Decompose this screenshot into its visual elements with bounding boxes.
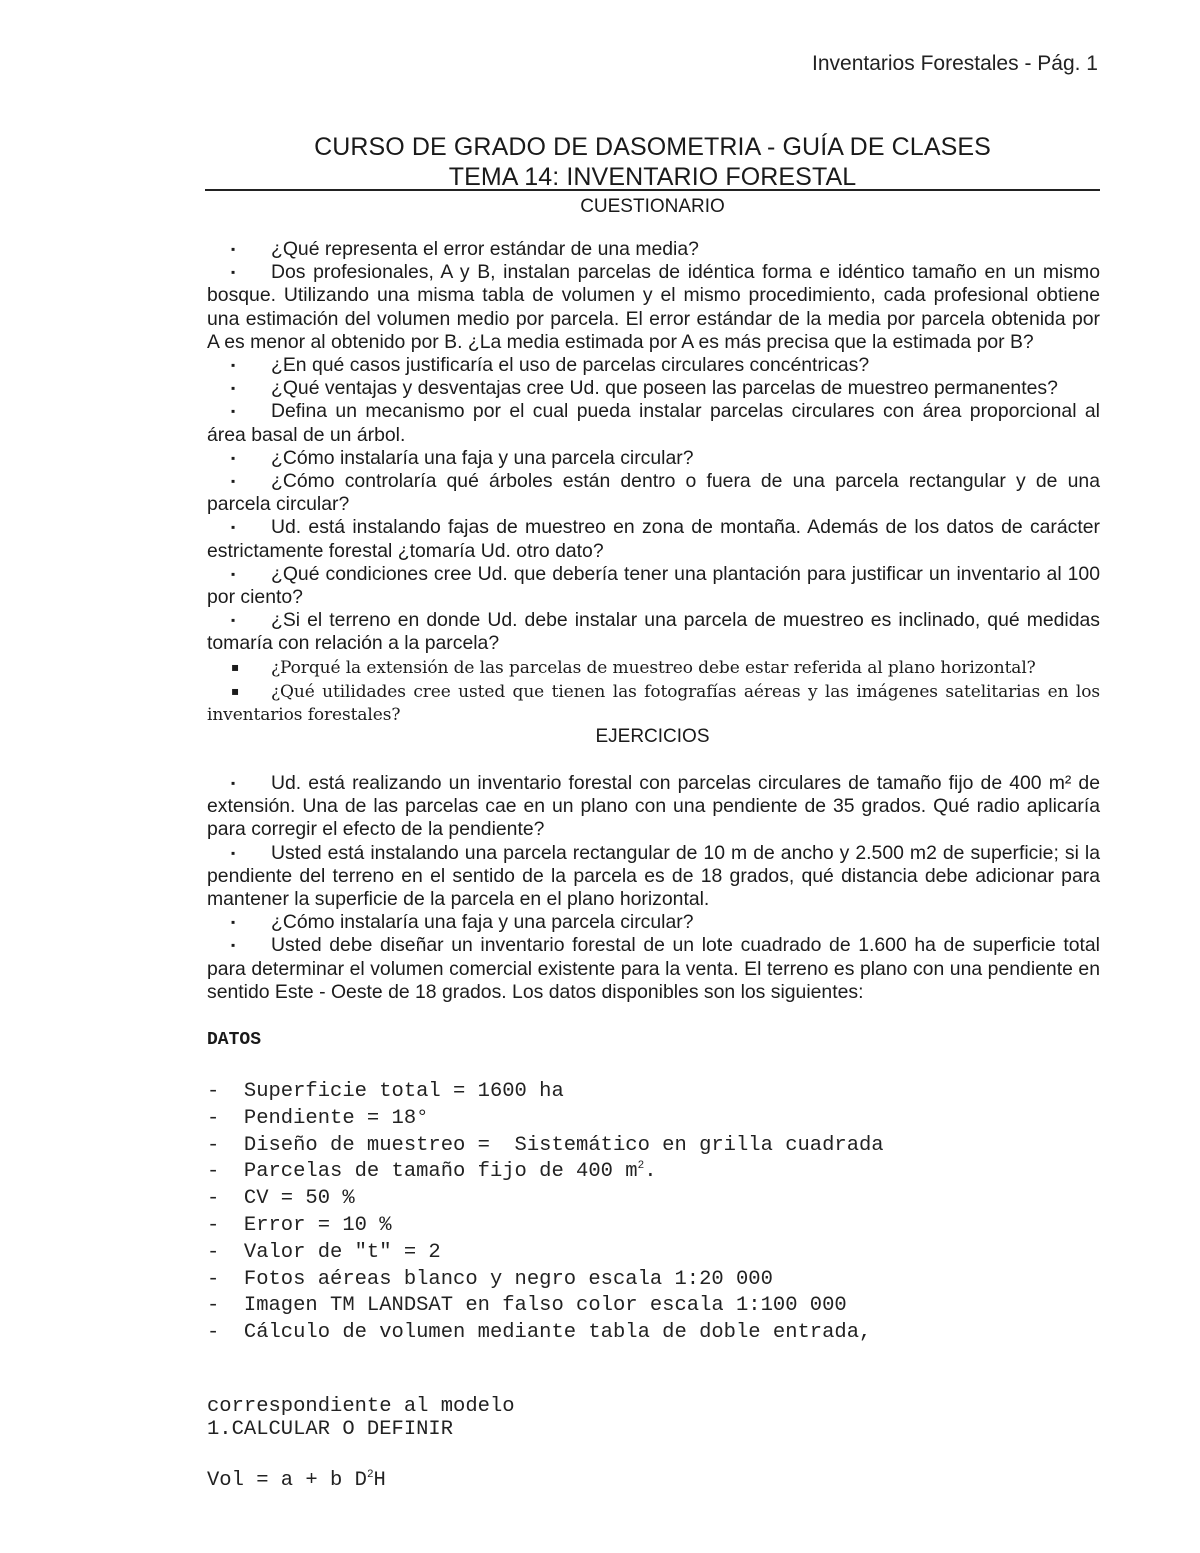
datos-heading: DATOS: [207, 1030, 262, 1050]
list-item: ▪ ¿Qué ventajas y desventajas cree Ud. que poseen las parcelas de muestreo permanentes?: [207, 377, 1100, 400]
exercise-list: [207, 772, 1100, 1004]
bullet-icon: ▪: [231, 683, 240, 698]
list-item: ▪ Ud. está instalando fajas de muestreo en zona de montaña. Además de los datos de carácter estrictamente forestal ¿tomaría Ud. otro dato?: [207, 516, 1100, 562]
bullet-icon: ▪: [231, 776, 236, 790]
superscript: 2: [366, 1468, 374, 1481]
list-item: ▪ Dos profesionales, A y B, instalan parcelas de idéntica forma e idéntico tamaño en un mismo bosque. Utilizando una misma tabla de volumen y el mismo procedimiento, cada profesional obtiene una estimación del volumen medio por parcela. El error estándar de la media por parcela obtenida por A es menor al obtenido por B. ¿La media estimada por A es más precisa que la estimada por B?: [207, 261, 1100, 353]
data-line: - Diseño de muestreo = Sistemático en grilla cuadrada: [207, 1133, 884, 1157]
data-line: - Superficie total = 1600 ha: [207, 1080, 564, 1103]
bullet-icon: ▪: [231, 938, 236, 953]
bullet-icon: ▪: [231, 915, 236, 930]
bullet-icon: ▪: [231, 566, 236, 581]
running-header: Inventarios Forestales - Pág. 1: [812, 52, 1098, 75]
volume-model: [207, 1346, 515, 1542]
calculate-heading: 1.CALCULAR O DEFINIR: [207, 1418, 454, 1441]
data-line: - Valor de "t" = 2: [207, 1240, 441, 1264]
model-caption: correspondiente al modelo: [207, 1395, 515, 1418]
data-list: [207, 1079, 1100, 1347]
bullet-icon: ▪: [231, 659, 240, 674]
list-item: ▪ ¿Qué condiciones cree Ud. que debería tener una plantación para justificar un inventario al 100 por ciento?: [207, 562, 1100, 609]
bullet-icon: ▪: [231, 474, 236, 489]
list-item: ▪ ¿Qué utilidades cree usted que tienen las fotografías aéreas y las imágenes satelitarias en los inventarios forestales?: [207, 681, 1100, 726]
data-line: - CV = 50 %: [207, 1187, 355, 1211]
list-item: ▪ ¿Cómo controlaría qué árboles están dentro o fuera de una parcela rectangular y de una parcela circular?: [207, 470, 1100, 516]
list-item: ▪ ¿Cómo instalaría una faja y una parcela circular?: [207, 447, 1100, 470]
bullet-icon: ▪: [231, 381, 236, 396]
bullet-icon: ▪: [231, 613, 236, 628]
ejercicios-heading: EJERCICIOS: [595, 726, 710, 747]
topic-title: TEMA 14: INVENTARIO FORESTAL: [448, 163, 857, 191]
bullet-icon: ▪: [231, 450, 236, 465]
bullet-icon: ▪: [231, 358, 236, 373]
question-list: [207, 238, 1100, 727]
data-line: - Imagen TM LANDSAT en falso color escala 1:100 000: [207, 1294, 847, 1318]
list-item: ▪ ¿En qué casos justificaría el uso de parcelas circulares concéntricas?: [207, 354, 1100, 377]
data-line: - Parcelas de tamaño fijo de 400 $m^2$.: [207, 1160, 657, 1184]
list-item: ▪ ¿Porqué la extensión de las parcelas de muestreo debe estar referida al plano horizontal?: [207, 656, 1100, 680]
data-line: - Pendiente = 18°: [207, 1106, 429, 1130]
bullet-icon: ▪: [231, 265, 236, 280]
bullet-icon: ▪: [231, 404, 236, 419]
superscript: 2: [637, 1160, 645, 1173]
bullet-icon: ▪: [231, 242, 236, 256]
bullet-icon: ▪: [231, 845, 236, 860]
cuestionario-heading: CUESTIONARIO: [580, 196, 725, 217]
data-line: - Error = 10 %: [207, 1213, 392, 1237]
course-title: CURSO DE GRADO DE DASOMETRIA - GUÍA DE CLASES: [314, 133, 991, 161]
list-item: ▪ Defina un mecanismo por el cual pueda instalar parcelas circulares con área proporcional al área basal de un árbol.: [207, 400, 1100, 446]
title-divider: [205, 189, 1100, 191]
volume-formula: Vol = a + b $D^2H$: [207, 1468, 386, 1492]
bullet-icon: ▪: [231, 520, 236, 535]
list-item: ▪ ¿Si el terreno en donde Ud. debe instalar una parcela de muestreo es inclinado, qué medidas tomaría con relación a la parcela?: [207, 609, 1100, 655]
list-item: ▪ Ud. está realizando un inventario forestal con parcelas circulares de tamaño fijo de 400 m² de extensión. Una de las parcelas cae en un plano con una pendiente de 35 grados. Qué radio aplicaría para corregir el efecto de la pendiente?: [207, 772, 1100, 841]
list-item: ▪ Usted debe diseñar un inventario forestal de un lote cuadrado de 1.600 ha de superficie total para determinar el volumen comercial existente para la venta. El terreno es plano con una pendiente en sentido Este - Oeste de 18 grados. Los datos disponibles son los siguientes:: [207, 934, 1100, 1003]
data-line: - Cálculo de volumen mediante tabla de doble entrada,: [207, 1321, 872, 1345]
list-item: ▪ ¿Qué representa el error estándar de una media?: [207, 238, 1100, 261]
list-item: ▪ ¿Cómo instalaría una faja y una parcela circular?: [207, 911, 1100, 934]
document-title: [205, 132, 1100, 192]
list-item: ▪ Usted está instalando una parcela rectangular de 10 m de ancho y 2.500 m2 de superficie; si la pendiente del terreno en el sentido de la parcela es de 18 grados, qué distancia debe adicionar para mantener la superficie de la parcela en el plano horizontal.: [207, 841, 1100, 911]
data-line: - Fotos aéreas blanco y negro escala 1:20 000: [207, 1267, 773, 1291]
